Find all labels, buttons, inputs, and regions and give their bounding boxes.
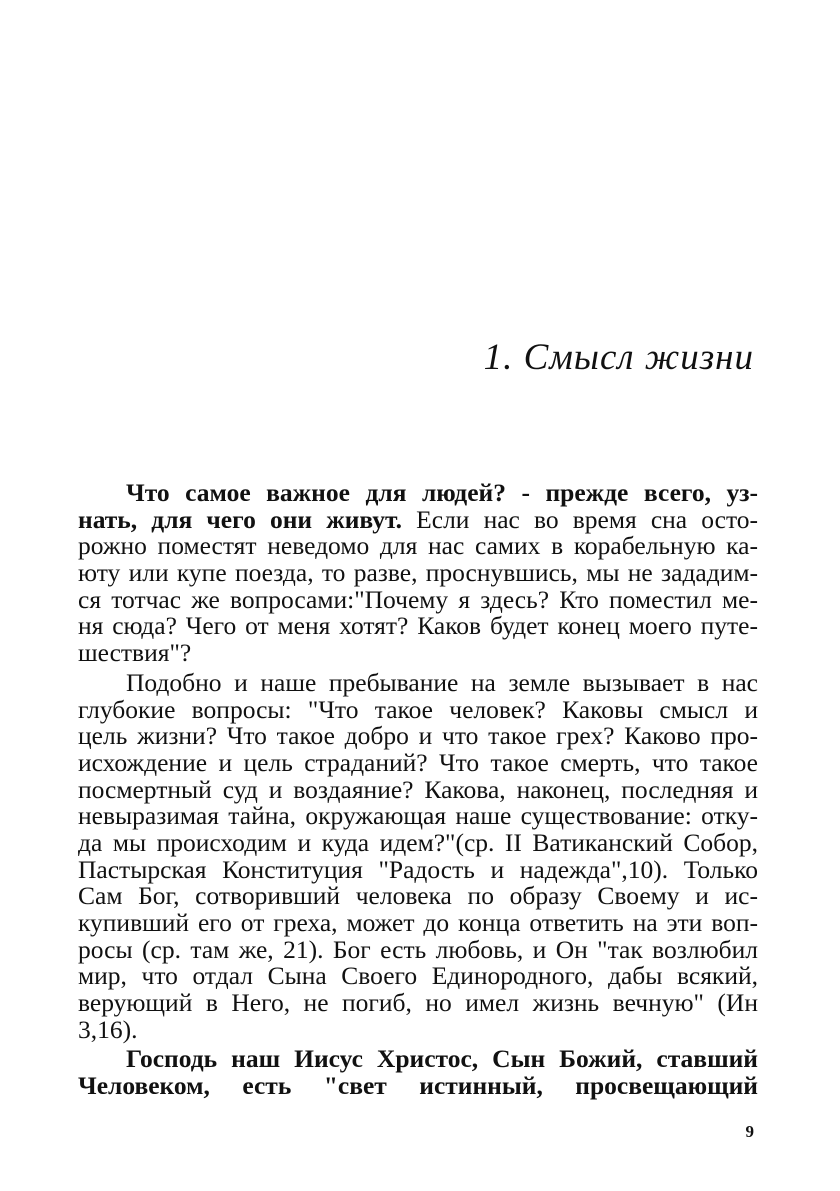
line-text: Сам Бог, сотворивший человека по образу Своему и ис- xyxy=(78,881,758,911)
line-text: да мы происходим и куда идем?"(ср. II Ватиканский Собор, xyxy=(78,827,758,857)
text-line xyxy=(78,827,758,857)
line-text: юту или купе поезда, то разве, проснувшись, мы не зададим- xyxy=(78,558,758,588)
text-line xyxy=(78,1073,758,1100)
line-text: ня сюда? Чего от меня хотят? Каков будет конец моего путе- xyxy=(78,611,758,641)
line-text: шествия"? xyxy=(78,638,192,668)
line-text: посмертный суд и воздаяние? Какова, наконец, последняя и xyxy=(78,774,758,804)
line-text: мир, что отдал Сына Своего Единородного, дабы всякий, xyxy=(78,961,758,991)
line-text: купивший его от греха, может до конца ответить на эти воп- xyxy=(78,908,758,937)
text-line xyxy=(78,1046,758,1073)
bold-text: Человеком, есть "свет истинный, просвещающий xyxy=(78,1071,758,1101)
paragraph-1 xyxy=(78,480,758,667)
chapter-title: 1. Смысл жизни xyxy=(483,337,754,378)
line-text: Если нас во время сна осто- xyxy=(402,504,758,534)
bold-text: Что самое важное для людей? - прежде всего, уз- xyxy=(126,478,758,507)
line-text: цель жизни? Что такое добро и что такое грех? Каково про- xyxy=(78,721,758,751)
text-line xyxy=(78,533,758,560)
text-line xyxy=(78,910,758,937)
text-line xyxy=(78,504,758,534)
bold-text: нать, для чего они живут. xyxy=(78,504,403,534)
line-text: верующий в Него, не погиб, но имел жизнь вечную" (Ин xyxy=(78,988,758,1018)
body-text xyxy=(78,480,758,1100)
line-text: 3,16). xyxy=(78,1014,138,1044)
line-text: глубокие вопросы: "Что такое человек? Каковы смысл и xyxy=(78,694,758,724)
text-line xyxy=(78,803,758,830)
text-line xyxy=(78,990,758,1017)
line-text: невыразимая тайна, окружающая наше существование: отку- xyxy=(78,801,758,831)
text-line xyxy=(78,723,758,750)
text-line xyxy=(78,934,758,964)
text-line xyxy=(78,963,758,990)
line-text: Подобно и наше пребывание на земле вызывает в нас xyxy=(126,667,758,697)
text-line xyxy=(78,1014,758,1044)
text-line xyxy=(78,613,758,640)
text-line xyxy=(78,584,758,614)
text-line xyxy=(78,883,758,910)
page-number: 9 xyxy=(745,1122,754,1141)
text-line xyxy=(78,854,758,884)
text-line xyxy=(78,774,758,804)
bold-text: Господь наш Иисус Христос, Сын Божий, ставший xyxy=(126,1044,758,1074)
text-line xyxy=(78,747,758,777)
line-text: росы (ср. там же, 21). Бог есть любовь, и Он "так возлюбил xyxy=(78,934,758,964)
text-line xyxy=(78,480,758,507)
text-line xyxy=(78,640,758,667)
line-text: рожно поместят неведомо для нас самих в корабельную ка- xyxy=(78,531,758,561)
paragraph-3 xyxy=(78,1046,758,1099)
paragraph-2 xyxy=(78,667,758,1044)
text-line xyxy=(78,560,758,587)
line-text: исхождение и цель страданий? Что такое смерть, что такое xyxy=(78,747,758,777)
text-line xyxy=(78,694,758,724)
text-line xyxy=(78,667,758,697)
line-text: Пастырская Конституция "Радость и надежда",10). Только xyxy=(78,854,758,884)
line-text: ся тотчас же вопросами:"Почему я здесь? Кто поместил ме- xyxy=(78,584,758,614)
